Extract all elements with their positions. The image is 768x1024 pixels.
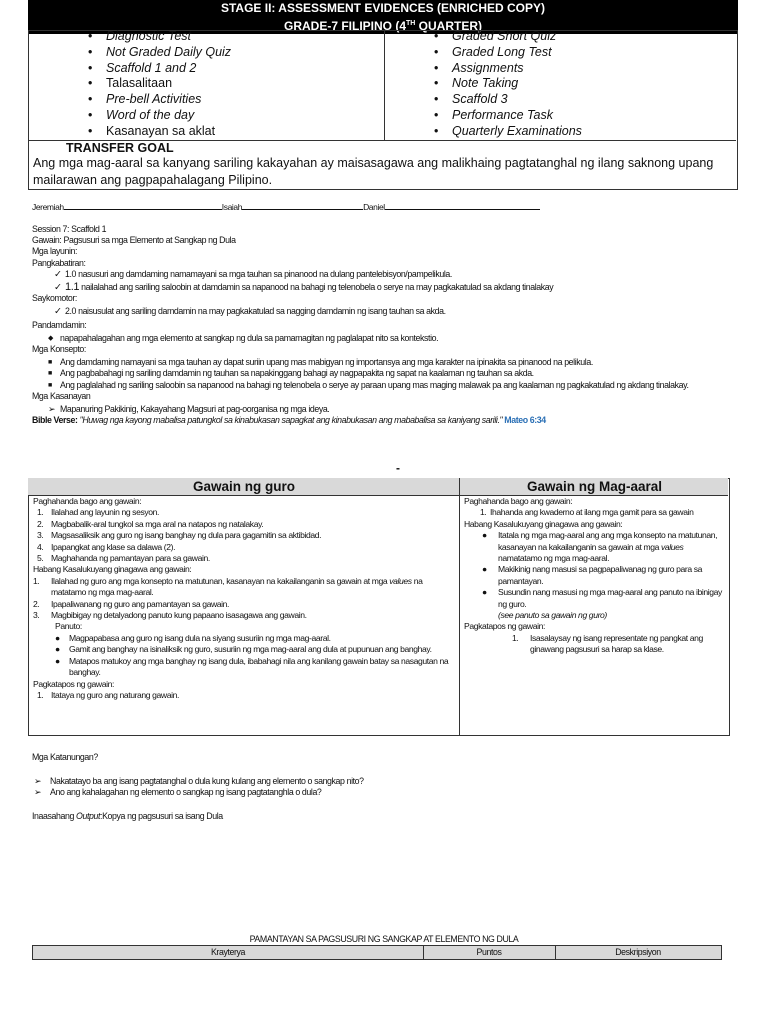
gawain-table-divider [459,478,460,735]
transfer-goal-text: Ang mga mag-aaral sa kanyang sariling kakayahan ay maisasagawa ang malikhaing pagtatanghal ng ilang saknong upang mailarawan ang pagpapahalagang Pilipino. [33,156,714,187]
question-text: Ano ang kahalagahan ng elemento o sangkap ng isang pagtatanghla o dula? [50,787,322,797]
item-italic: values [661,541,684,552]
section-label: Pagkatapos ng gawain: [33,678,114,689]
list-item: ● Makikinig nang masusi sa pagpapaliwanag ng guro para sa pamantayan. [482,564,702,586]
list-item: ● Magpapabasa ang guro ng isang dula na siyang susuriin ng mga mag-aaral. [55,632,331,643]
list-item: • Scaffold 3 [434,92,582,108]
list-item: ● Itatala ng mga mag-aaral ang ang mga konsepto na matutunan, kasanayan na kakailanganin sa gawain at mga values namatatamo ng mga mag-aaral. [482,530,718,564]
check-icon: ✓ [54,268,62,280]
objective-item [32,269,742,280]
list-item: ● Susundin nang masusi ng mga mag-aaral ang panuto na ibinigay ng guro. [482,587,722,609]
section-label: Habang Kasalukuyang ginagawa ang gawain: [33,564,192,575]
assessment-divider-vertical [384,30,385,140]
square-bullet-icon: ■ [48,359,52,367]
header-gawain-mag-aaral: Gawain ng Mag-aaral [527,479,663,494]
see-note: (see panuto sa gawain ng guro) [498,610,607,621]
konsepto-label: Mga Konsepto: [32,344,86,355]
list-item: 5. Maghahanda ng pamantayan para sa gawain. [37,553,210,564]
col-krayterya: Krayterya [210,947,246,957]
list-item: 3. Magsasaliksik ang guro ng isang banghay ng dula para gagamitin sa aktibidad. [37,530,322,541]
list-item: 1. Ilalahad ng guro ang mga konsepto na matutunan, kasanayan na kakailanganin sa gawain at mga values na matatamo ng mga mag-aaral. [33,575,423,598]
mag-aaral-column [464,496,726,656]
name-blank[interactable] [242,201,363,210]
check-icon: ✓ [54,282,62,294]
list-item: 4. Ipapangkat ang klase sa dalawa (2). [37,541,176,552]
objective-number: 1.1 [65,281,80,294]
guro-column [33,496,457,701]
list-item: • Not Graded Daily Quiz [88,45,231,61]
name-blank[interactable] [64,201,222,210]
list-item: • Graded Short Quiz [434,29,582,45]
list-item: • Pre-bell Activities [88,92,231,108]
item-text: Ilalahad ng guro ang mga konsepto na matutunan, kasanayan na kakailanganin sa gawain at mga [51,575,388,586]
rubric-title: PAMANTAYAN SA PAGSUSURI NG SANGKAP AT ELEMENTO NG DULA [249,934,519,944]
list-item: 1. Ihahanda ang kwaderno at ilang mga gamit para sa gawain [480,507,694,518]
item-text: Ihahanda ang kwaderno at ilang mga gamit para sa gawain [490,507,694,518]
list-item: • Performance Task [434,108,582,124]
list-item: 2. Magbabalik-aral tungkol sa mga aral na natapos ng natalakay. [37,518,264,529]
item-text: na matatamo ng mga mag-aaral. [51,575,423,598]
item-text: Magsasaliksik ang guro ng isang banghay ng dula para gagamitin sa aktibidad. [51,530,322,541]
list-item: • Assignments [434,61,582,77]
separator-dash: - [396,461,400,475]
verse-reference: Mateo 6:34 [504,415,546,426]
item-text: Matapos matukoy ang mga banghay ng isang dula, ibabahagi nila ang kanilang gawain batay sa nasagutan na banghay. [69,655,449,678]
section-label: Paghahanda bago ang gawain: [464,496,573,506]
bible-verse [32,415,742,426]
item-text: Magbibigay ng detalyadong panuto kung papaano isasagawa ang gawain. [51,610,307,621]
objective-item [32,333,742,344]
kasanayan-label: Mga Kasanayan [32,390,91,401]
pangkabatiran-label: Pangkabatiran: [32,257,86,268]
item-italic: values [389,575,412,586]
arrow-bullet-icon: ➢ [34,775,41,786]
panuto-label: Panuto: [55,621,82,632]
assessment-list-right [434,29,582,140]
list-item: • Quarterly Examinations [434,124,582,140]
item-text: Gamit ang banghay na isinaliksik ng guro, susuriin ng mga mag-aaral ang dula at pupunuan ang banghay. [69,644,432,655]
col-deskripsiyon: Deskripsiyon [615,947,661,957]
header-gawain-guro: Gawain ng guro [193,479,296,494]
name-isaiah: Isaiah [221,202,243,212]
list-item [32,776,732,788]
verse-text: "Huwag nga kayong mabalisa patungkol sa kinabukasan sapagkat ang kinabukasan ang mababalisa sa kaniyang sarili." [77,415,503,426]
names-line [32,201,540,212]
header-line2-text: GRADE-7 FILIPINO (4 [283,19,406,33]
check-icon: ✓ [54,306,62,318]
concept-text: Ang paglalahad ng sariling saloobin sa napanood na bahagi ng telenobela o serye ay paraan upang mas maging malawak pa ang kaalaman ng pagkakatulad ng akdang tinalakay. [60,379,689,390]
list-item: 1. Ilalahad ang layunin ng sesyon. [37,507,160,518]
list-item: • Kasanayan sa aklat [88,124,231,140]
list-item: • Note Taking [434,76,582,92]
square-bullet-icon: ■ [48,370,52,378]
name-daniel: Daniel [363,202,385,212]
list-item: • Word of the day [88,108,231,124]
item-text: Itatala ng mga mag-aaral ang ang mga konsepto na matutunan, kasanayan na kakailanganin sa gawain at mga [498,530,718,552]
rubric-table-header [32,945,722,960]
section-label: Habang Kasalukuyang ginagawa ang gawain: [464,518,623,529]
arrow-bullet-icon: ➢ [48,404,55,415]
session-section [32,224,742,426]
item-text: Ipapaliwanang ng guro ang pamantayan sa gawain. [51,598,230,609]
output-text: :Kopya ng pagsusuri sa isang Dula [100,810,223,821]
list-item [32,368,742,379]
item-text: Maghahanda ng pamantayan para sa gawain. [51,553,210,564]
header-line2-end: QUARTER) [415,19,483,33]
item-text: Ilalahad ang layunin ng sesyon. [51,507,160,518]
header-line1: STAGE II: ASSESSMENT EVIDENCES (ENRICHED COPY) [220,1,546,15]
expected-output [32,811,732,823]
questions-section [32,752,732,822]
item-text: Isasalaysay ng isang representate ng pangkat ang ginawang pagsusuri sa harap sa klase. [530,632,703,655]
list-item: • Graded Long Test [434,45,582,61]
item-text: Makikinig nang masusi sa pagpapaliwanag ng guro para sa pamantayan. [498,564,702,586]
section-label: Paghahanda bago ang gawain: [33,496,142,506]
pandamdamin-label: Pandamdamin: [32,319,87,330]
list-item [32,787,732,799]
list-item: • Diagnostic Test [88,29,231,45]
item-text: Susundin nang masusi ng mga mag-aaral ang panuto na ibinigay ng guro. [498,587,722,609]
concept-text: Ang damdaming namayani sa mga tauhan ay dapat suriin upang mas mabigyan ng importansya ang mga karakter na ipinakita sa pinanood na pelikula. [60,357,593,368]
arrow-bullet-icon: ➢ [34,787,41,797]
gawain-label: Gawain: [32,235,62,246]
objective-item [32,306,742,317]
list-item: • Talasalitaan [88,76,231,92]
item-text: namatatamo ng mga mag-aaral. [498,553,610,564]
saykomotor-label: Saykomotor: [32,293,77,304]
list-item [32,357,742,368]
list-item [32,404,742,415]
objective-text: 2.0 naisusulat ang sariling damdamin na may pagkakatulad sa nagging damdamin ng isang tauhan sa akda. [65,306,446,317]
item-text: Magpapabasa ang guro ng isang dula na siyang susuriin ng mga mag-aaral. [69,632,331,643]
assessment-list-left [88,29,231,140]
objective-text: nailalahad ang sariling saloobin at damdamin sa napanood na bahagi ng telenobela o serye na may pagkakatulad sa akdang tinalakay [81,282,554,293]
objective-text: 1.0 nasusuri ang damdaming namamayani sa mga tauhan sa pinanood na dulang pantelebisyon/pampelikula. [65,268,452,279]
header-sup: TH [406,20,416,27]
list-item: 3. Magbibigay ng detalyadong panuto kung papaano isasagawa ang gawain. [33,610,307,621]
layunin-label: Mga layunin: [32,246,78,257]
output-italic: Output [76,810,101,821]
item-text: Itataya ng guro ang naturang gawain. [51,689,179,700]
square-bullet-icon: ■ [48,381,52,389]
output-label: Inaasahang [32,810,77,821]
list-item: ● Matapos matukoy ang mga banghay ng isang dula, ibabahagi nila ang kanilang gawain batay sa nasagutan na banghay. [55,655,449,678]
gawain-text: Pagsusuri sa mga Elemento at Sangkap ng Dula [63,235,236,246]
list-item: 1. Itataya ng guro ang naturang gawain. [37,689,179,700]
list-item [32,380,742,391]
name-jeremiah: Jeremiah [32,202,64,212]
gawain-line [32,235,742,246]
questions-title: Mga Katanungan? [32,752,98,762]
list-item: 2. Ipapaliwanang ng guro ang pamantayan sa gawain. [33,598,230,609]
item-text: Ipapangkat ang klase sa dalawa (2). [51,541,176,552]
list-item: 1. Isasalaysay ng isang representate ng pangkat ang ginawang pagsusuri sa harap sa klase. [512,632,703,655]
diamond-icon: ◆ [48,334,53,342]
objective-item [32,282,742,293]
session-title: Session 7: Scaffold 1 [32,224,107,234]
skill-text: Mapanuring Pakikinig, Kakayahang Magsuri at pag-oorganisa ng mga ideya. [60,404,330,415]
list-item: • Scaffold 1 and 2 [88,61,231,77]
section-label: Pagkatapos ng gawain: [464,621,545,632]
list-item: ● Gamit ang banghay na isinaliksik ng guro, susuriin ng mga mag-aaral ang dula at pupunuan ang banghay. [55,644,432,655]
question-text: Nakatatayo ba ang isang pagtatanghal o dula kung kulang ang elemento o sangkap nito? [50,775,364,786]
transfer-goal-title: TRANSFER GOAL [66,141,174,155]
name-blank[interactable] [385,201,540,210]
item-text: Magbabalik-aral tungkol sa mga aral na natapos ng natalakay. [51,518,264,529]
col-puntos: Puntos [476,947,502,957]
verse-label: Bible Verse: [32,415,78,426]
concept-text: Ang pagbabahagi ng sariling damdamin ng tauhan sa napakinggang bahagi ay nagpapakita ng sapat na kaalaman ng tauhan sa akda. [60,368,534,379]
objective-text: napapahalagahan ang mga elemento at sangkap ng dula sa pamamagitan ng paglalapat nito sa kontekstio. [60,332,439,343]
